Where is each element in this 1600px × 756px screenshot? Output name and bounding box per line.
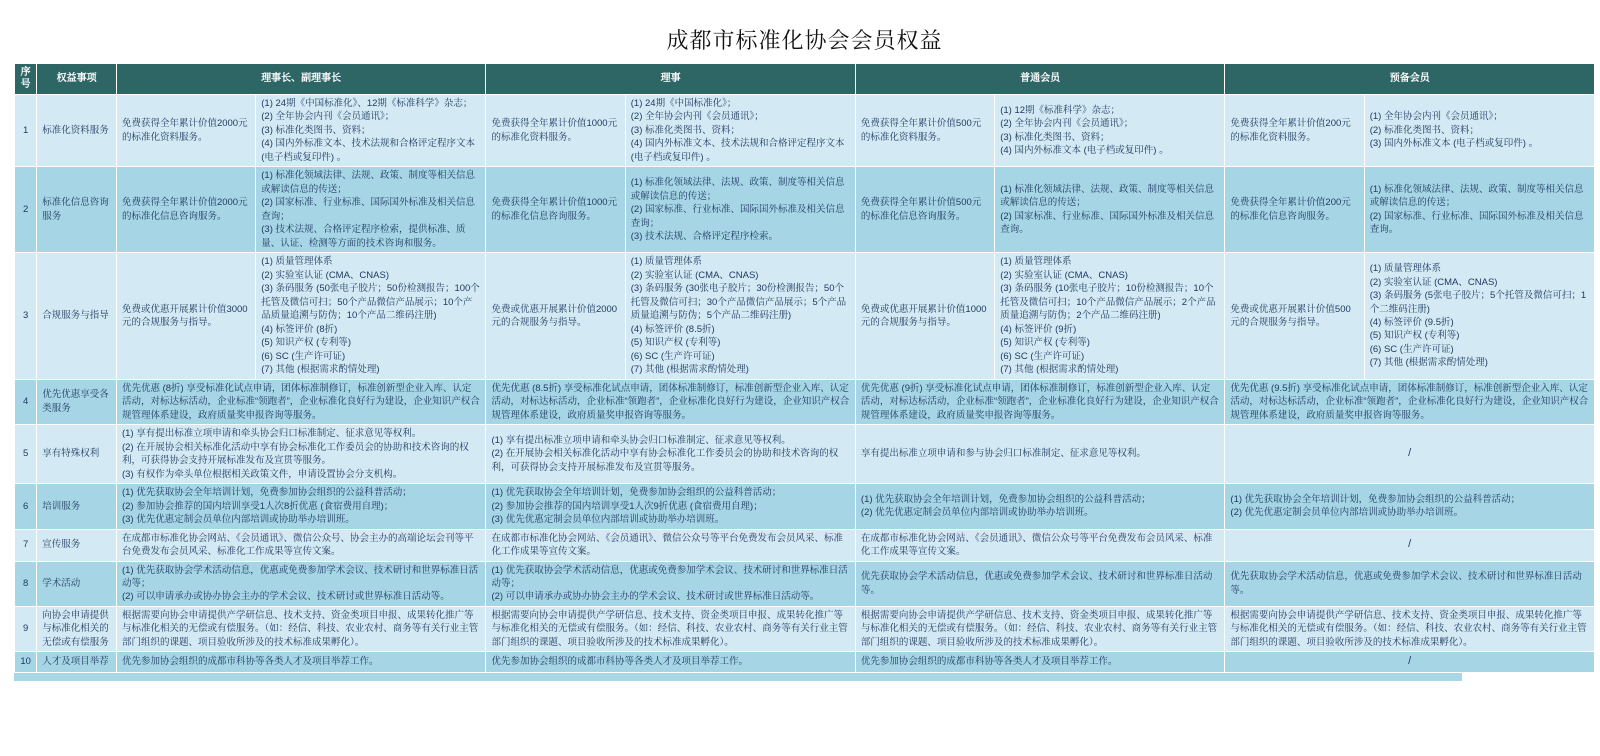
index-cell: 1 bbox=[15, 95, 37, 167]
page-title: 成都市标准化协会会员权益 bbox=[666, 28, 943, 53]
table-row bbox=[15, 529, 1595, 561]
merged-cell bbox=[1225, 484, 1595, 529]
item-cell: 培训服务 bbox=[37, 484, 117, 529]
details-cell bbox=[1364, 95, 1594, 167]
column-header-item: 权益事项 bbox=[37, 64, 117, 95]
list-line: (2) 国家标准、行业标准、国际国外标准及相关信息查询； bbox=[630, 204, 845, 229]
index-cell: 2 bbox=[15, 167, 37, 253]
summary-cell: 免费获得全年累计价值2000元的标准化信息咨询服务。 bbox=[116, 167, 255, 253]
summary-cell: 免费获得全年累计价值200元的标准化信息咨询服务。 bbox=[1225, 167, 1364, 253]
table-row bbox=[15, 606, 1595, 651]
merged-cell: 根据需要向协会申请提供产学研信息、技术支持、资金类项目申报、成果转化推广等与标准化相关的无偿或有偿服务。（如：经信、科技、农业农村、商务等有关行业主管部门组织的课题、项目验收所涉及的技术标准成果孵化）。 bbox=[1225, 606, 1595, 651]
list-line: (2) 优先优惠定制会员单位内部培训或协助举办培训班。 bbox=[860, 507, 1094, 519]
merged-cell: 优先优惠 (9.5折) 享受标准化试点申请，团体标准制修订，标准创新型企业入库、认定活动，对标达标活动，企业标准“领跑者”，企业标准化良好行为建设，企业知识产权合规管理体系建设，政府质量奖申报咨询等服务。 bbox=[1225, 379, 1595, 424]
table-row bbox=[15, 484, 1595, 529]
list-line: (2) 标准化类图书、资料； bbox=[1369, 124, 1479, 136]
merged-cell bbox=[116, 561, 485, 606]
table-row bbox=[15, 425, 1595, 484]
summary-cell: 免费获得全年累计价值200元的标准化资料服务。 bbox=[1225, 95, 1364, 167]
list-line: (6) SC (生产许可证) bbox=[630, 350, 715, 362]
benefits-table bbox=[14, 63, 1595, 673]
index-cell: 3 bbox=[15, 253, 37, 379]
merged-cell bbox=[855, 484, 1224, 529]
list-line: (2) 国家标准、行业标准、国际国外标准及相关信息查询。 bbox=[1369, 210, 1584, 236]
column-header-regular-member: 普通会员 bbox=[855, 64, 1224, 95]
item-cell: 人才及项目举荐 bbox=[37, 652, 117, 673]
list-line: (6) SC (生产许可证) bbox=[1369, 343, 1454, 355]
list-line: (2) 优先优惠定制会员单位内部培训或协助举办培训班。 bbox=[1230, 507, 1464, 519]
list-line: (2) 在开展协会相关标准化活动中享有协会标准化工作委员会的协助和技术咨询的权利，可获得协会支持开展标准发布及宣贯等服务。 bbox=[121, 441, 469, 467]
list-line: (1) 质量管理体系 bbox=[1000, 256, 1072, 268]
list-line: (1) 全年协会内刊《会员通讯》； bbox=[1369, 111, 1503, 123]
list-line: (2) 参加协会推荐的国内培训享受1人次8折优惠 (食宿费用自理)； bbox=[121, 500, 394, 512]
list-line: (2) 实验室认证 (CMA、CNAS) bbox=[261, 269, 389, 281]
column-header-president: 理事长、副理事长 bbox=[116, 64, 485, 95]
list-line: (6) SC (生产许可证) bbox=[1000, 350, 1085, 362]
list-line: (4) 国内外标准文本 (电子档或复印件) 。 bbox=[1000, 145, 1169, 157]
merged-cell bbox=[116, 484, 485, 529]
list-line: (2) 可以申请承办或协办协会主办的学术会议、技术研讨或世界标准日活动等。 bbox=[491, 591, 820, 603]
summary-cell: 免费或优惠开展累计价值3000元的合规服务与指导。 bbox=[116, 253, 255, 379]
details-cell bbox=[256, 253, 486, 379]
list-line: (1) 质量管理体系 bbox=[261, 256, 333, 268]
list-line: (5) 知识产权 (专利等) bbox=[630, 337, 721, 349]
list-line: (1) 标准化领域法律、法规、政策、制度等相关信息或解读信息的传送； bbox=[630, 177, 845, 202]
merged-cell: 优先优惠 (8折) 享受标准化试点申请，团体标准制修订，标准创新型企业入库、认定活动，对标达标活动，企业标准“领跑者”，企业标准化良好行为建设，企业知识产权合规管理体系建设，政府质量奖申报咨询等服务。 bbox=[116, 379, 485, 424]
list-line: (4) 标签评价 (8.5折) bbox=[630, 323, 715, 335]
summary-cell: 免费获得全年累计价值2000元的标准化资料服务。 bbox=[116, 95, 255, 167]
details-cell bbox=[995, 95, 1225, 167]
column-header-prospective-member: 预备会员 bbox=[1225, 64, 1595, 95]
list-line: (1) 24期《中国标准化》、12期《标准科学》杂志； bbox=[261, 98, 473, 109]
list-line: (4) 标签评价 (8折) bbox=[261, 323, 338, 335]
list-line: (5) 知识产权 (专利等) bbox=[261, 337, 351, 349]
merged-cell: / bbox=[1225, 529, 1595, 561]
list-line: (1) 优先获取协会学术活动信息，优惠或免费参加学术会议、技术研讨和世界标准日活动等； bbox=[491, 564, 848, 589]
list-line: (2) 全年协会内刊《会员通讯》； bbox=[630, 111, 764, 123]
list-line: (1) 质量管理体系 bbox=[1369, 263, 1441, 275]
index-cell: 7 bbox=[15, 529, 37, 561]
list-line: (1) 优先获取协会全年培训计划，免费参加协会组织的公益科普活动； bbox=[491, 487, 782, 499]
details-cell bbox=[625, 253, 855, 379]
merged-cell: 在成都市标准化协会网站、《会员通讯》、微信公众号等平台免费发布会员风采、标准化工作成果等宣传文案。 bbox=[855, 529, 1224, 561]
list-line: (1) 24期《中国标准化》； bbox=[630, 98, 737, 109]
list-line: (5) 知识产权 (专利等) bbox=[1000, 337, 1090, 349]
details-cell bbox=[256, 167, 486, 253]
table-row bbox=[15, 253, 1595, 379]
list-line: (2) 实验室认证 (CMA、CNAS) bbox=[1000, 269, 1128, 281]
merged-cell: 优先获取协会学术活动信息，优惠或免费参加学术会议、技术研讨和世界标准日活动等。 bbox=[1225, 561, 1595, 606]
summary-cell: 免费获得全年累计价值1000元的标准化资料服务。 bbox=[486, 95, 625, 167]
details-cell bbox=[625, 95, 855, 167]
details-cell bbox=[995, 167, 1225, 253]
merged-cell: / bbox=[1225, 652, 1595, 673]
list-line: (3) 技术法规、合格评定程序检索。 bbox=[630, 231, 779, 243]
merged-cell: 优先参加协会组织的成都市科协等各类人才及项目举荐工作。 bbox=[855, 652, 1224, 673]
merged-cell bbox=[486, 484, 855, 529]
merged-cell: 优先获取协会学术活动信息，优惠或免费参加学术会议、技术研讨和世界标准日活动等。 bbox=[855, 561, 1224, 606]
list-line: (1) 享有提出标准立项申请和牵头协会归口标准制定、征求意见等权利。 bbox=[491, 434, 791, 446]
list-line: (1) 优先获取协会全年培训计划，免费参加协会组织的公益科普活动； bbox=[860, 493, 1151, 505]
merged-cell: 优先优惠 (8.5折) 享受标准化试点申请，团体标准制修订，标准创新型企业入库、认定活动，对标达标活动，企业标准“领跑者”，企业标准化良好行为建设，企业知识产权合规管理体系建设，政府质量奖申报咨询等服务。 bbox=[486, 379, 855, 424]
list-line: (1) 标准化领域法律、法规、政策、制度等相关信息或解读信息的传送； bbox=[1000, 183, 1214, 209]
list-line: (3) 条码服务 (5张电子胶片；5个托管及微信可扫；1个二维码注册) bbox=[1369, 290, 1587, 315]
list-line: (2) 国家标准、行业标准、国际国外标准及相关信息查询。 bbox=[1000, 210, 1214, 236]
list-line: (5) 知识产权 (专利等) bbox=[1369, 330, 1460, 342]
list-line: (2) 实验室认证 (CMA、CNAS) bbox=[630, 269, 759, 281]
index-cell: 10 bbox=[15, 652, 37, 673]
table-row bbox=[15, 379, 1595, 424]
list-line: (3) 技术法规、合格评定程序检索，提供标准、质量、认证、检测等方面的技术咨询和服务。 bbox=[261, 224, 466, 249]
table-row bbox=[15, 167, 1595, 253]
summary-cell: 免费或优惠开展累计价值2000元的合规服务与指导。 bbox=[486, 253, 625, 379]
item-cell: 享有特殊权利 bbox=[37, 425, 117, 484]
list-line: (1) 享有提出标准立项申请和牵头协会归口标准制定、征求意见等权利。 bbox=[121, 428, 422, 440]
summary-cell: 免费获得全年累计价值1000元的标准化信息咨询服务。 bbox=[486, 167, 625, 253]
list-line: (2) 在开展协会相关标准化活动中享有协会标准化工作委员会的协助和技术咨询的权利，可获得协会支持开展标准发布及宣贯等服务。 bbox=[491, 448, 839, 473]
merged-cell: 优先参加协会组织的成都市科协等各类人才及项目举荐工作。 bbox=[116, 652, 485, 673]
table-body bbox=[15, 95, 1595, 673]
index-cell: 4 bbox=[15, 379, 37, 424]
item-cell: 学术活动 bbox=[37, 561, 117, 606]
item-cell: 向协会申请提供与标准化相关的无偿或有偿服务 bbox=[37, 606, 117, 651]
item-cell: 合规服务与指导 bbox=[37, 253, 117, 379]
table-row bbox=[15, 95, 1595, 167]
merged-cell: 根据需要向协会申请提供产学研信息、技术支持、资金类项目申报、成果转化推广等与标准化相关的无偿或有偿服务。（如：经信、科技、农业农村、商务等有关行业主管部门组织的课题、项目验收所涉及的技术标准成果孵化）。 bbox=[116, 606, 485, 651]
list-line: (2) 全年协会内刊《会员通讯》； bbox=[261, 111, 395, 123]
list-line: (3) 优先优惠定制会员单位内部培训或协助举办培训班。 bbox=[491, 514, 725, 526]
merged-cell bbox=[116, 425, 485, 484]
index-cell: 6 bbox=[15, 484, 37, 529]
list-line: (3) 条码服务 (30张电子胶片；30份检测报告；50个托管及微信可扫；30个产品微信产品展示；5个产品质量追溯与防伪；5个产品二维码注册) bbox=[630, 283, 847, 322]
merged-cell: / bbox=[1225, 425, 1595, 484]
list-line: (2) 参加协会推荐的国内培训享受1人次9折优惠 (食宿费用自理)； bbox=[491, 500, 763, 512]
summary-cell: 免费获得全年累计价值500元的标准化资料服务。 bbox=[855, 95, 994, 167]
merged-cell bbox=[486, 561, 855, 606]
item-cell: 标准化信息咨询服务 bbox=[37, 167, 117, 253]
list-line: (1) 12期《标准科学》杂志； bbox=[1000, 104, 1121, 116]
merged-cell: 在成都市标准化协会网站、《会员通讯》、微信公众号、协会主办的高端论坛会刊等平台免费发布会员风采、标准化工作成果等宣传文案。 bbox=[116, 529, 485, 561]
item-cell: 优先优惠享受各类服务 bbox=[37, 379, 117, 424]
details-cell bbox=[256, 95, 486, 167]
page bbox=[14, 24, 1595, 681]
list-line: (3) 条码服务 (50张电子胶片；50份检测报告；100个托管及微信可扫；50个产品微信产品展示；10个产品质量追溯与防伪；10个产品二维码注册) bbox=[261, 283, 480, 322]
list-line: (3) 标准化类图书、资料； bbox=[261, 124, 371, 136]
merged-cell: 优先优惠 (9折) 享受标准化试点申请，团体标准制修订，标准创新型企业入库、认定活动，对标达标活动，企业标准“领跑者”，企业标准化良好行为建设，企业知识产权合规管理体系建设，政府质量奖申报咨询等服务。 bbox=[855, 379, 1224, 424]
header-row bbox=[15, 64, 1595, 95]
index-cell: 5 bbox=[15, 425, 37, 484]
list-line: (1) 标准化领域法律、法规、政策、制度等相关信息或解读信息的传送； bbox=[1369, 183, 1584, 209]
list-line: (1) 优先获取协会全年培训计划，免费参加协会组织的公益科普活动； bbox=[1230, 493, 1521, 505]
list-line: (3) 优先优惠定制会员单位内部培训或协助举办培训班。 bbox=[121, 514, 355, 526]
list-line: (3) 国内外标准文本 (电子档或复印件) 。 bbox=[1369, 138, 1539, 150]
index-cell: 9 bbox=[15, 606, 37, 651]
list-line: (2) 实验室认证 (CMA、CNAS) bbox=[1369, 276, 1498, 288]
list-line: (1) 标准化领域法律、法规、政策、制度等相关信息或解读信息的传送； bbox=[261, 170, 476, 195]
list-line: (1) 质量管理体系 bbox=[630, 256, 703, 268]
details-cell bbox=[1364, 253, 1594, 379]
merged-cell: 优先参加协会组织的成都市科协等各类人才及项目举荐工作。 bbox=[486, 652, 855, 673]
list-line: (2) 国家标准、行业标准、国际国外标准及相关信息查询； bbox=[261, 197, 476, 222]
item-cell: 标准化资料服务 bbox=[37, 95, 117, 167]
list-line: (3) 标准化类图书、资料； bbox=[630, 124, 741, 136]
details-cell bbox=[625, 167, 855, 253]
list-line: (2) 全年协会内刊《会员通讯》； bbox=[1000, 118, 1134, 130]
column-header-director: 理事 bbox=[486, 64, 855, 95]
list-line: (6) SC (生产许可证) bbox=[261, 350, 346, 362]
list-line: (4) 国内外标准文本、技术法规和合格评定程序文本 (电子档或复印件) 。 bbox=[261, 138, 476, 163]
details-cell bbox=[995, 253, 1225, 379]
list-line: (1) 优先获取协会全年培训计划，免费参加协会组织的公益科普活动； bbox=[121, 487, 412, 499]
merged-cell: 享有提出标准立项申请和参与协会归口标准制定、征求意见等权利。 bbox=[855, 425, 1224, 484]
list-line: (4) 国内外标准文本、技术法规和合格评定程序文本 (电子档或复印件) 。 bbox=[630, 138, 845, 163]
summary-cell: 免费或优惠开展累计价值500元的合规服务与指导。 bbox=[1225, 253, 1364, 379]
list-line: (7) 其他 (根据需求酌情处理) bbox=[1000, 364, 1119, 376]
list-line: (7) 其他 (根据需求酌情处理) bbox=[1369, 357, 1488, 369]
list-line: (3) 条码服务 (10张电子胶片；10份检测报告；10个托管及微信可扫；10个产品微信产品展示；2个产品质量追溯与防伪；2个产品二维码注册) bbox=[1000, 283, 1216, 322]
list-line: (3) 标准化类图书、资料； bbox=[1000, 131, 1110, 143]
list-line: (3) 有权作为牵头单位根据相关政策文件，申请设置协会分支机构。 bbox=[121, 468, 403, 480]
list-line: (7) 其他 (根据需求酌情处理) bbox=[630, 364, 749, 376]
list-line: (1) 优先获取协会学术活动信息，优惠或免费参加学术会议、技术研讨和世界标准日活动等； bbox=[121, 564, 479, 589]
index-cell: 8 bbox=[15, 561, 37, 606]
details-cell bbox=[1364, 167, 1594, 253]
table-row bbox=[15, 561, 1595, 606]
column-header-index: 序号 bbox=[15, 64, 37, 95]
summary-cell: 免费或优惠开展累计价值1000元的合规服务与指导。 bbox=[855, 253, 994, 379]
list-line: (7) 其他 (根据需求酌情处理) bbox=[261, 364, 380, 376]
list-line: (2) 可以申请承办或协办协会主办的学术会议、技术研讨或世界标准日活动等。 bbox=[121, 591, 450, 603]
merged-cell bbox=[486, 425, 855, 484]
list-line: (4) 标签评价 (9折) bbox=[1000, 323, 1077, 335]
list-line: (4) 标签评价 (9.5折) bbox=[1369, 317, 1454, 328]
item-cell: 宣传服务 bbox=[37, 529, 117, 561]
merged-cell: 在成都市标准化协会网站、《会员通讯》、微信公众号等平台免费发布会员风采、标准化工作成果等宣传文案。 bbox=[486, 529, 855, 561]
bottom-strip bbox=[14, 673, 1462, 681]
summary-cell: 免费获得全年累计价值500元的标准化信息咨询服务。 bbox=[855, 167, 994, 253]
merged-cell: 根据需要向协会申请提供产学研信息、技术支持、资金类项目申报、成果转化推广等与标准化相关的无偿或有偿服务。（如：经信、科技、农业农村、商务等有关行业主管部门组织的课题、项目验收所涉及的技术标准成果孵化）。 bbox=[486, 606, 855, 651]
merged-cell: 根据需要向协会申请提供产学研信息、技术支持、资金类项目申报、成果转化推广等与标准化相关的无偿或有偿服务。（如：经信、科技、农业农村、商务等有关行业主管部门组织的课题、项目验收所涉及的技术标准成果孵化）。 bbox=[855, 606, 1224, 651]
table-row bbox=[15, 652, 1595, 673]
